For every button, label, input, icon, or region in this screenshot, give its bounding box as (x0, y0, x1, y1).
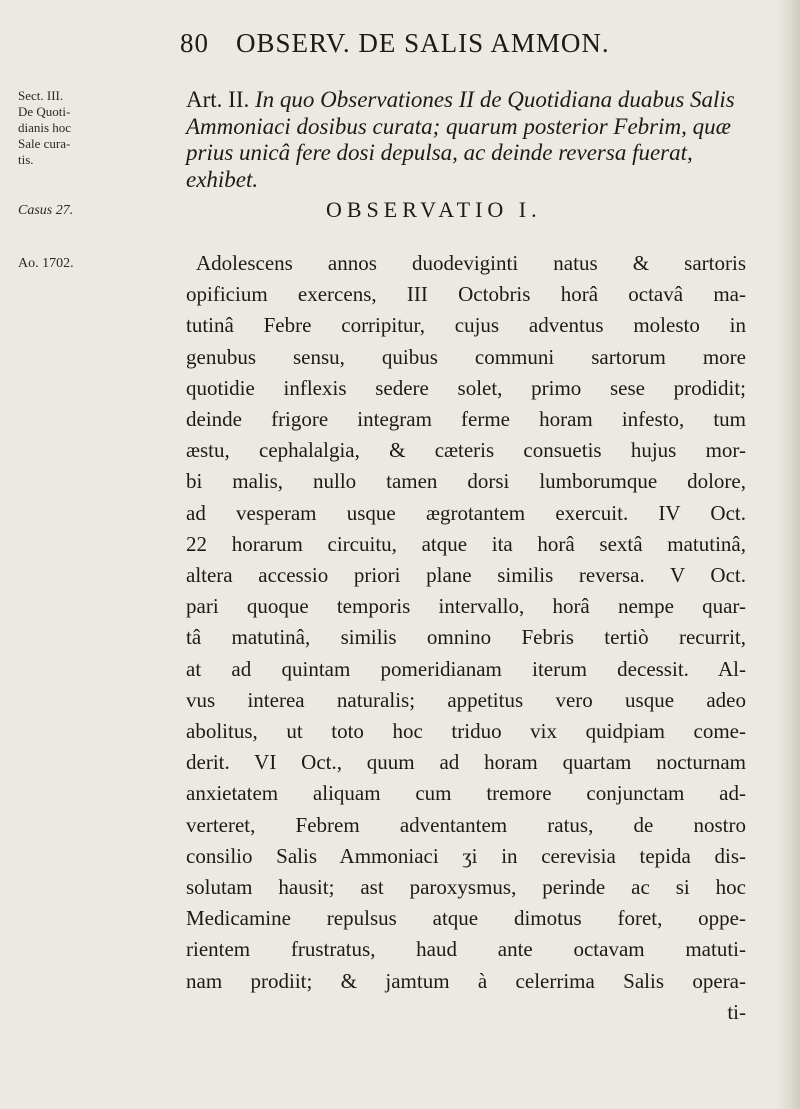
text-line: deinde frigore integram ferme horam infesto, tum (186, 407, 746, 432)
text-line: rientem frustratus, haud ante octavam matuti- (186, 937, 746, 962)
text-line: vus interea naturalis; appetitus vero usque adeo (186, 687, 746, 712)
text-line: pari quoque temporis intervallo, horâ nempe quar- (186, 594, 746, 619)
catchword: ti- (727, 999, 746, 1024)
text-line: consilio Salis Ammoniaci ʒi in cerevisia tepida dis- (186, 843, 746, 868)
article-number: Art. II. (186, 87, 250, 112)
margin-line: Sale cura- (18, 136, 71, 151)
text-line: altera accessio priori plane similis reversa. V Oct. (186, 563, 746, 588)
text-line: Medicamine repulsus atque dimotus foret, oppe- (186, 906, 746, 931)
text-line: æstu, cephalalgia, & cæteris consuetis hujus mor- (186, 438, 746, 463)
margin-note-casus: Casus 27. (18, 203, 74, 218)
body-text (186, 248, 746, 1028)
margin-line: Sect. III. (18, 88, 64, 103)
text-line: tutinâ Febre corripitur, cujus adventus molesto in (186, 313, 746, 338)
text-line: nam prodiit; & jamtum à celerrima Salis opera- (186, 968, 746, 993)
text-line: quotidie inflexis sedere solet, primo sese prodidit; (186, 375, 746, 400)
text-line: opificium exercens, III Octobris horâ octavâ ma- (186, 282, 746, 307)
text-line: anxietatem aliquam cum tremore conjunctam ad- (186, 781, 746, 806)
margin-line: De Quoti- (18, 104, 71, 119)
text-line: solutam hausit; ast paroxysmus, perinde ac si hoc (186, 875, 746, 900)
observation-title: OBSERVATIO I. (326, 197, 542, 222)
text-line: at ad quintam pomeridianam iterum decessit. Al- (186, 656, 746, 681)
article-heading (186, 87, 746, 193)
text-line: abolitus, ut toto hoc triduo vix quidpiam come- (186, 719, 746, 744)
margin-note-section (18, 88, 88, 168)
running-head (172, 28, 740, 68)
text-line: genubus sensu, quibus communi sartorum more (186, 344, 746, 369)
text-line: ad vesperam usque ægrotantem exercuit. IV Oct. (186, 500, 746, 525)
article-heading-text: In quo Observationes II de Quotidiana duabus Salis Ammoniaci dosibus curata; quarum posterior Febrim, quæ prius unicâ fere dosi depulsa, ac deinde reversa fuerat, exhibet. (186, 87, 735, 192)
running-title: OBSERV. DE SALIS AMMON. (236, 28, 610, 58)
margin-note-year: Ao. 1702. (18, 256, 74, 271)
margin-line: tis. (18, 152, 34, 167)
text-line: Adolescens annos duodeviginti natus & sartoris (196, 251, 746, 275)
text-line: bi malis, nullo tamen dorsi lumborumque dolore, (186, 469, 746, 494)
text-line: 22 horarum circuitu, atque ita horâ sextâ matutinâ, (186, 531, 746, 556)
page-edge-shadow (776, 0, 800, 1109)
text-line: derit. VI Oct., quum ad horam quartam nocturnam (186, 750, 746, 775)
margin-line: dianis hoc (18, 120, 72, 135)
page-number: 80 (180, 28, 209, 58)
text-line: tâ matutinâ, similis omnino Febris tertiò recurrit, (186, 625, 746, 650)
text-line: verteret, Febrem adventantem ratus, de nostro (186, 812, 746, 837)
